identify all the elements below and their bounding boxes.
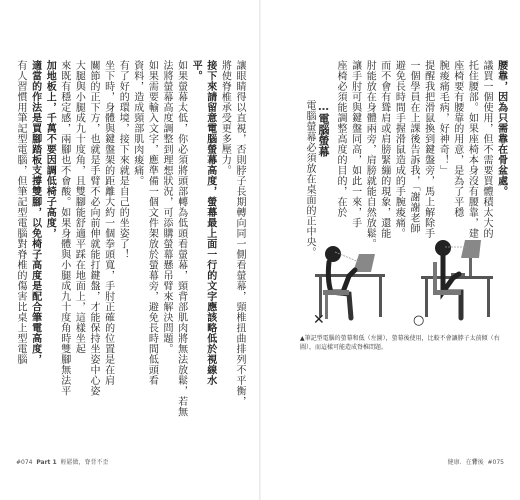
text-column: 法將螢幕高度調整到理想狀況，可添購螢幕懸吊臂來解決問題。 [161,60,172,354]
heading-text: 電腦螢幕 [317,113,330,157]
text-column: 讓眼睛得以直視，否則脖子長期轉向同一側看螢幕，頸椎扭曲排列不平衡， [234,60,245,407]
text-column: 議買一個使用，但不需要買體積太大的 [481,60,492,239]
text-column: 腕痠痛毛病，好神奇！」 [437,60,449,176]
section-label: 輕鬆做，脊背不歪 [60,459,109,466]
text-column: 提醒我把滑鼠換到鍵盤旁，馬上解除手 [422,60,434,239]
text-column: 如果螢幕太低，你必須將頭部轉為低頭看螢幕，頸背部肌肉將無法放鬆，若無 [175,60,187,417]
text-column: 大腿與小腿成九十度角，且雙腳能舒適平踩在地面上，這樣坐起 [73,60,85,354]
text-column: 平。 [190,60,202,81]
text-column: 一個學員在上課後告訴我，「謝謝老師 [408,60,419,234]
illustration-caption: ▲筆記型電腦的螢幕和低（左圖），螢幕後使用，比較不會讓脖子太前傾（右圖），而這樣可能造成脊椎問題。 [300,335,500,351]
text-column: 如果需要輸入文字，應準備一個文件架放於螢幕旁，避免長時間低頭看 [146,60,158,386]
text-column: 電腦螢幕必須放在桌面的正中央。 [304,100,315,258]
part-label: Part 1 [36,459,57,466]
text-column: 有人習慣用筆記型電腦，但筆記型電腦對脊椎的傷害比桌上型電腦 [15,60,26,365]
brand-suffix: 後 [477,459,484,466]
left-folio [16,457,109,466]
text-column: 座椅必須能調整高度的目的，在於 [335,60,346,218]
brand-label: 健康．在 [447,459,472,466]
text-column: 有了好的環境，接下來就是自己的坐姿了！ [117,60,129,260]
wrong-mark: ✕ [313,312,325,328]
left-page [0,0,259,500]
page-number: #074 [16,459,33,466]
text-column: 肘能放在身體兩旁，肩膀就能自然放鬆。 [364,60,376,249]
text-column: 座椅要有腰靠的用意，是為了平穩 [451,60,463,218]
page-number: #075 [487,459,504,466]
posture-illustration [309,232,509,328]
text-column: 而不會有聳肩或肩膀緊繃的現象，還能 [378,60,390,239]
text-column: 適當的作法是買腳踏板支撐雙腳，以免椅子高度是配合筆電高度， [29,60,41,365]
wrong-posture-figure [315,246,385,319]
text-column: 資料，造成頸部肌肉痠痛。 [131,60,143,186]
text-column: 接下來請留意電腦螢幕高度，螢幕最上面一行的文字應該略低於視線水 [204,60,216,386]
correct-posture-figure [421,240,493,318]
text-column: 避免長時間手握滑鼠造成的手腕痠痛。 [393,60,405,239]
text-column: 將使脊椎承受更多壓力。 [219,60,231,176]
brand-emph: 背 [471,459,478,466]
heading-marker: … [317,100,330,113]
text-column: 讓手肘可與鍵盤同高，如此一來，手 [349,60,361,228]
text-column: 坐下時，身體與鍵盤架的距離大約一個拳頭寬，手肘正確的位置是在肩 [102,60,114,386]
right-mark: ○ [413,313,425,328]
text-column: 托住腰部。如果座椅本身沒有腰靠，建 [466,60,478,239]
right-folio [448,457,504,466]
text-column: 腰靠，因為只需靠在骨盆處。 [495,60,507,197]
text-column: 來既有穩定感，兩腳也不會酸。如果身體與小腿成九十度角時雙腳無法平 [58,60,70,396]
section-heading [317,100,330,157]
text-column: 加地板上，千萬不要因調低椅子高度， [44,60,56,239]
text-column: 關節的正下方，也就是手臂不必向前伸就能打鍵盤，才能保持坐姿中心姿 [88,60,99,396]
